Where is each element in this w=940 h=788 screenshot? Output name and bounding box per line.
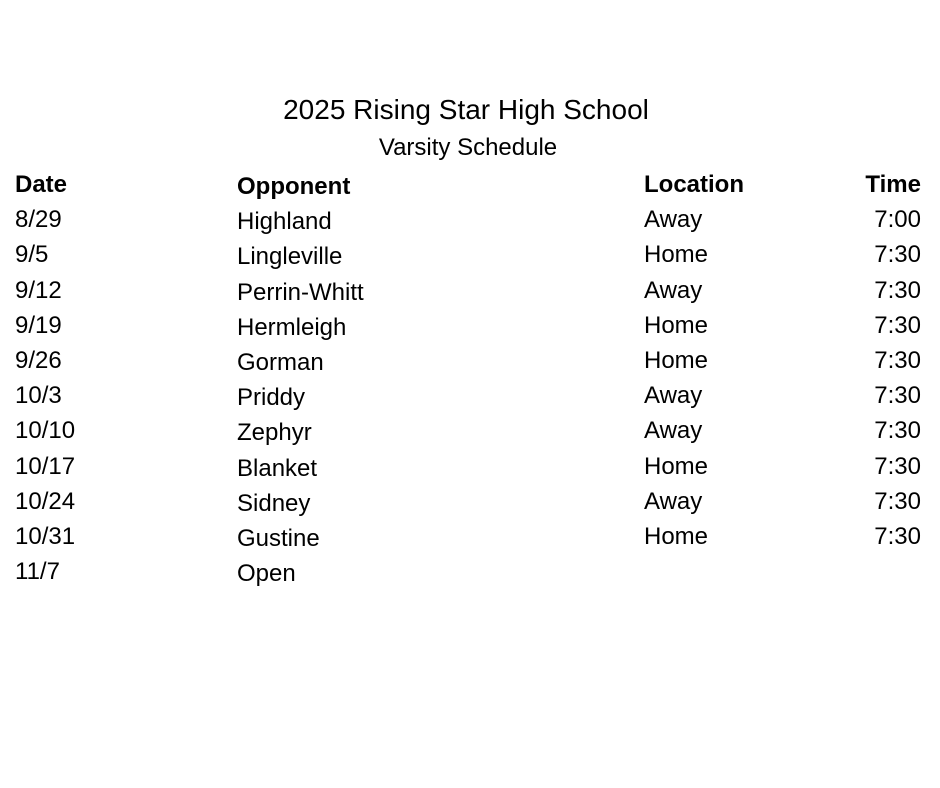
game-opponent: Priddy xyxy=(237,384,306,412)
game-date: 9/19 xyxy=(15,311,62,339)
page-title: 2025 Rising Star High School xyxy=(283,94,649,125)
game-date: 9/5 xyxy=(15,241,49,269)
game-location: Home xyxy=(644,522,709,550)
table-row xyxy=(0,343,940,378)
table-row xyxy=(0,202,940,237)
game-time: 7:30 xyxy=(874,522,921,550)
game-date: 8/29 xyxy=(15,206,62,234)
game-location: Home xyxy=(644,452,709,480)
game-opponent: Highland xyxy=(237,208,332,236)
game-opponent: Perrin-Whitt xyxy=(237,278,364,306)
game-time: 7:00 xyxy=(874,206,921,234)
table-row xyxy=(0,554,940,589)
game-time: 7:30 xyxy=(874,311,921,339)
game-opponent: Open xyxy=(237,560,296,588)
table-row xyxy=(0,273,940,308)
game-location: Home xyxy=(644,311,709,339)
game-time: 7:30 xyxy=(874,346,921,374)
game-location: Home xyxy=(644,241,709,269)
game-time: 7:30 xyxy=(874,452,921,480)
schedule-table xyxy=(0,167,940,589)
table-row xyxy=(0,484,940,519)
game-location: Away xyxy=(644,417,703,445)
table-row xyxy=(0,378,940,413)
table-row xyxy=(0,308,940,343)
table-row xyxy=(0,519,940,554)
game-opponent: Lingleville xyxy=(237,243,343,271)
game-opponent: Zephyr xyxy=(237,419,312,447)
table-header-row xyxy=(0,167,940,202)
column-header-location: Location xyxy=(644,171,744,198)
game-date: 11/7 xyxy=(15,558,60,586)
column-header-date: Date xyxy=(15,171,68,198)
game-location: Away xyxy=(644,382,703,410)
game-opponent: Sidney xyxy=(237,489,311,517)
game-opponent: Hermleigh xyxy=(237,313,347,341)
game-location: Away xyxy=(644,487,703,515)
game-time: 7:30 xyxy=(874,382,921,410)
game-date: 9/12 xyxy=(15,276,62,304)
game-date: 10/17 xyxy=(15,452,76,480)
game-date: 10/31 xyxy=(15,522,76,550)
game-opponent: Gustine xyxy=(237,524,320,552)
column-header-time: Time xyxy=(865,171,921,198)
game-location: Away xyxy=(644,206,703,234)
game-time: 7:30 xyxy=(874,276,921,304)
table-row xyxy=(0,413,940,448)
table-row xyxy=(0,449,940,484)
game-date: 10/10 xyxy=(15,417,76,445)
game-date: 10/24 xyxy=(15,487,76,515)
table-row xyxy=(0,237,940,272)
game-location: Away xyxy=(644,276,703,304)
game-time: 7:30 xyxy=(874,241,921,269)
game-date: 10/3 xyxy=(15,382,62,410)
column-header-opponent: Opponent xyxy=(237,173,351,200)
game-opponent: Gorman xyxy=(237,348,324,376)
game-date: 9/26 xyxy=(15,346,62,374)
game-opponent: Blanket xyxy=(237,454,318,482)
game-time: 7:30 xyxy=(874,417,921,445)
page-subtitle: Varsity Schedule xyxy=(378,134,558,161)
game-time: 7:30 xyxy=(874,487,921,515)
game-location: Home xyxy=(644,346,709,374)
